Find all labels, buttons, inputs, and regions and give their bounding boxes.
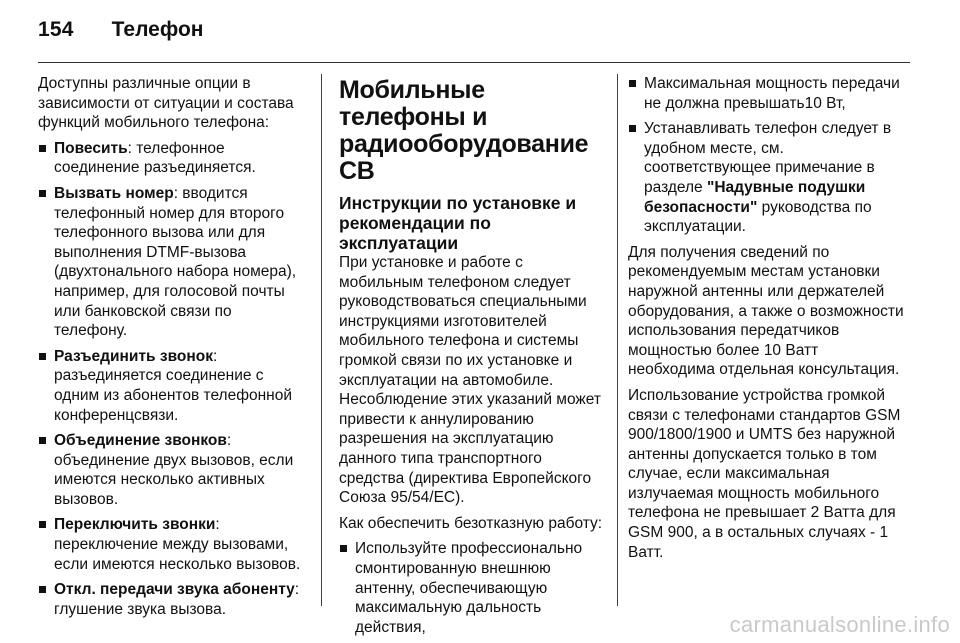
term-switch-calls: Переключить звонки: [54, 516, 216, 534]
page-header: [38, 18, 203, 48]
list-item-mute-call: [38, 580, 308, 619]
list-item-phone-placement: [628, 119, 906, 237]
header-rule: [38, 62, 910, 63]
list-item-hang-up: [38, 139, 308, 178]
subsection-heading: Инструкции по установке и рекомендации по эксплуатации: [339, 193, 577, 253]
page-title: Телефон: [111, 18, 204, 41]
desc-mute-call: : глушение звука вызова.: [54, 581, 300, 618]
placement-text-end: руководства по эксплуатации.: [644, 198, 872, 236]
term-merge-calls: Объединение звонков: [54, 432, 227, 450]
antenna-info-paragraph: Для получения сведений по рекомендуемым местам установки наружной антенны или держателей оборудования, а также о возможности использования передатчиков мощностью более 10 Ватт необходима отдельная консультация.: [628, 243, 904, 379]
column-2: [339, 74, 607, 643]
column-1: [38, 74, 308, 625]
desc-hang-up: : телефонное соединение разъединяется.: [54, 139, 256, 177]
airbag-reference: "Надувные подушки безопасности": [644, 178, 866, 216]
list-item-dial-number: [38, 184, 308, 341]
handsfree-paragraph: Использование устройства громкой связи с телефонами стандартов GSM 900/1800/1900 и UMTS без наружной антенны допускается только в том случае, если максимальная излучаемая мощность мобильного телефона не превышает 2 Ватта для GSM 900, а в остальных случаях - 1 Ватт.: [628, 386, 901, 561]
page-number: 154: [38, 18, 74, 41]
desc-switch-calls: : переключение между вызовами, если имеются несколько вызовов.: [54, 516, 301, 573]
list-item-max-power: Максимальная мощность передачи не должна превышать10 Вт,: [628, 74, 906, 113]
reliability-paragraph: Как обеспечить безотказную работу:: [339, 514, 603, 532]
list-item-merge-calls: [38, 431, 308, 509]
term-mute-call: Откл. передачи звука абоненту: [54, 581, 295, 599]
intro-paragraph: Доступны различные опции в зависимости от ситуации и состава функций мобильного телефона:: [38, 75, 294, 132]
watermark: carmanualsonline.info: [729, 612, 950, 637]
term-dial-number: Вызвать номер: [54, 184, 174, 202]
term-disconnect-call: Разъединить звонок: [54, 347, 213, 365]
term-hang-up: Повесить: [54, 139, 128, 157]
installation-paragraph: При установке и работе с мобильным телефоном следует руководствоваться специальными инструкциями изготовителей мобильного телефона и системы громкой связи по их установке и эксплуатации на автомобиле. Несоблюдение этих указаний может привести к аннулированию разрешения на эксплуатацию данного типа транспортного средства (директива Европейского Союза 95/54/ЕС).: [339, 254, 601, 507]
desc-disconnect-call: : разъединяется соединение с одним из абонентов телефонной конференцсвязи.: [54, 347, 292, 424]
list-item-antenna: Используйте профессионально смонтированную внешнюю антенну, обеспечивающую максимальную дальность действия,: [339, 539, 607, 637]
column-3: [628, 74, 906, 568]
section-heading: Мобильные телефоны и радиооборудование CB: [339, 76, 589, 185]
column-divider: [321, 74, 322, 606]
column-divider: [617, 74, 618, 606]
list-item-switch-calls: [38, 515, 308, 574]
desc-merge-calls: : объединение двух вызовов, если имеются несколько активных вызовов.: [54, 432, 294, 508]
placement-text: Устанавливать телефон следует в удобном месте, см. соответствующее примечание в разделе: [644, 120, 892, 196]
desc-dial-number: : вводится телефонный номер для второго телефонного вызова или для выполнения DTMF-вызова (двухтонального набора номера), например, для голосовой почты или банковской связи по телефону.: [54, 184, 297, 340]
list-item-disconnect-call: [38, 347, 308, 425]
